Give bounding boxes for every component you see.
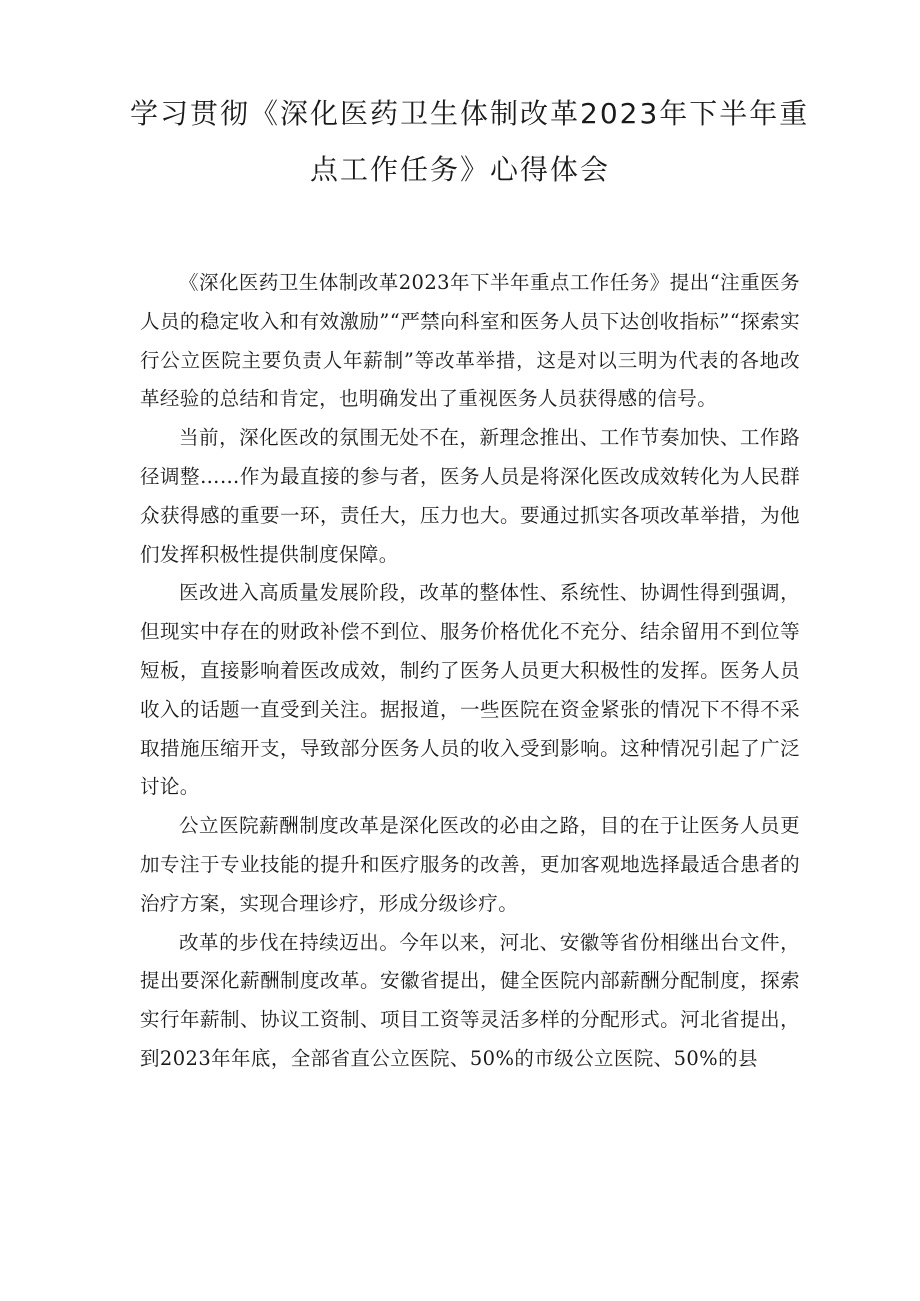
paragraph-2: 当前，深化医改的氛围无处不在，新理念推出、工作节奏加快、工作路径调整……作为最直接的参与者，医务人员是将深化医改成效转化为人民群众获得感的重要一环，责任大，压力也大。要通过抓实各项改革举措，为他们发挥积极性提供制度保障。 bbox=[140, 426, 800, 566]
title-line-1: 学习贯彻《深化医药卫生体制改革2023年下半年重 bbox=[130, 97, 810, 130]
paragraph-1: 《深化医药卫生体制改革2023年下半年重点工作任务》提出“注重医务人员的稳定收入和有效激励”“严禁向科室和医务人员下达创收指标”“探索实行公立医院主要负责人年薪制”等改革举措，这是对以三明为代表的各地改革经验的总结和肯定，也明确发出了重视医务人员获得感的信号。 bbox=[140, 271, 800, 411]
paragraph-4: 公立医院薪酬制度改革是深化医改的必由之路，目的在于让医务人员更加专注于专业技能的提升和医疗服务的改善，更加客观地选择最适合患者的治疗方案，实现合理诊疗，形成分级诊疗。 bbox=[140, 814, 800, 915]
title-line-2: 点工作任务》心得体会 bbox=[309, 153, 610, 186]
document-title bbox=[130, 86, 810, 198]
paragraph-5: 改革的步伐在持续迈出。今年以来，河北、安徽等省份相继出台文件，提出要深化薪酬制度改革。安徽省提出，健全医院内部薪酬分配制度，探索实行年薪制、协议工资制、项目工资等灵活多样的分配形式。河北省提出，到2023年年底，全部省直公立医院、50%的市级公立医院、50%的县 bbox=[140, 930, 800, 1070]
document-body bbox=[140, 264, 800, 1079]
paragraph-3: 医改进入高质量发展阶段，改革的整体性、系统性、协调性得到强调，但现实中存在的财政补偿不到位、服务价格优化不充分、结余留用不到位等短板，直接影响着医改成效，制约了医务人员更大积极性的发挥。医务人员收入的话题一直受到关注。据报道，一些医院在资金紧张的情况下不得不采取措施压缩开支，导致部分医务人员的收入受到影响。这种情况引起了广泛讨论。 bbox=[140, 581, 800, 799]
